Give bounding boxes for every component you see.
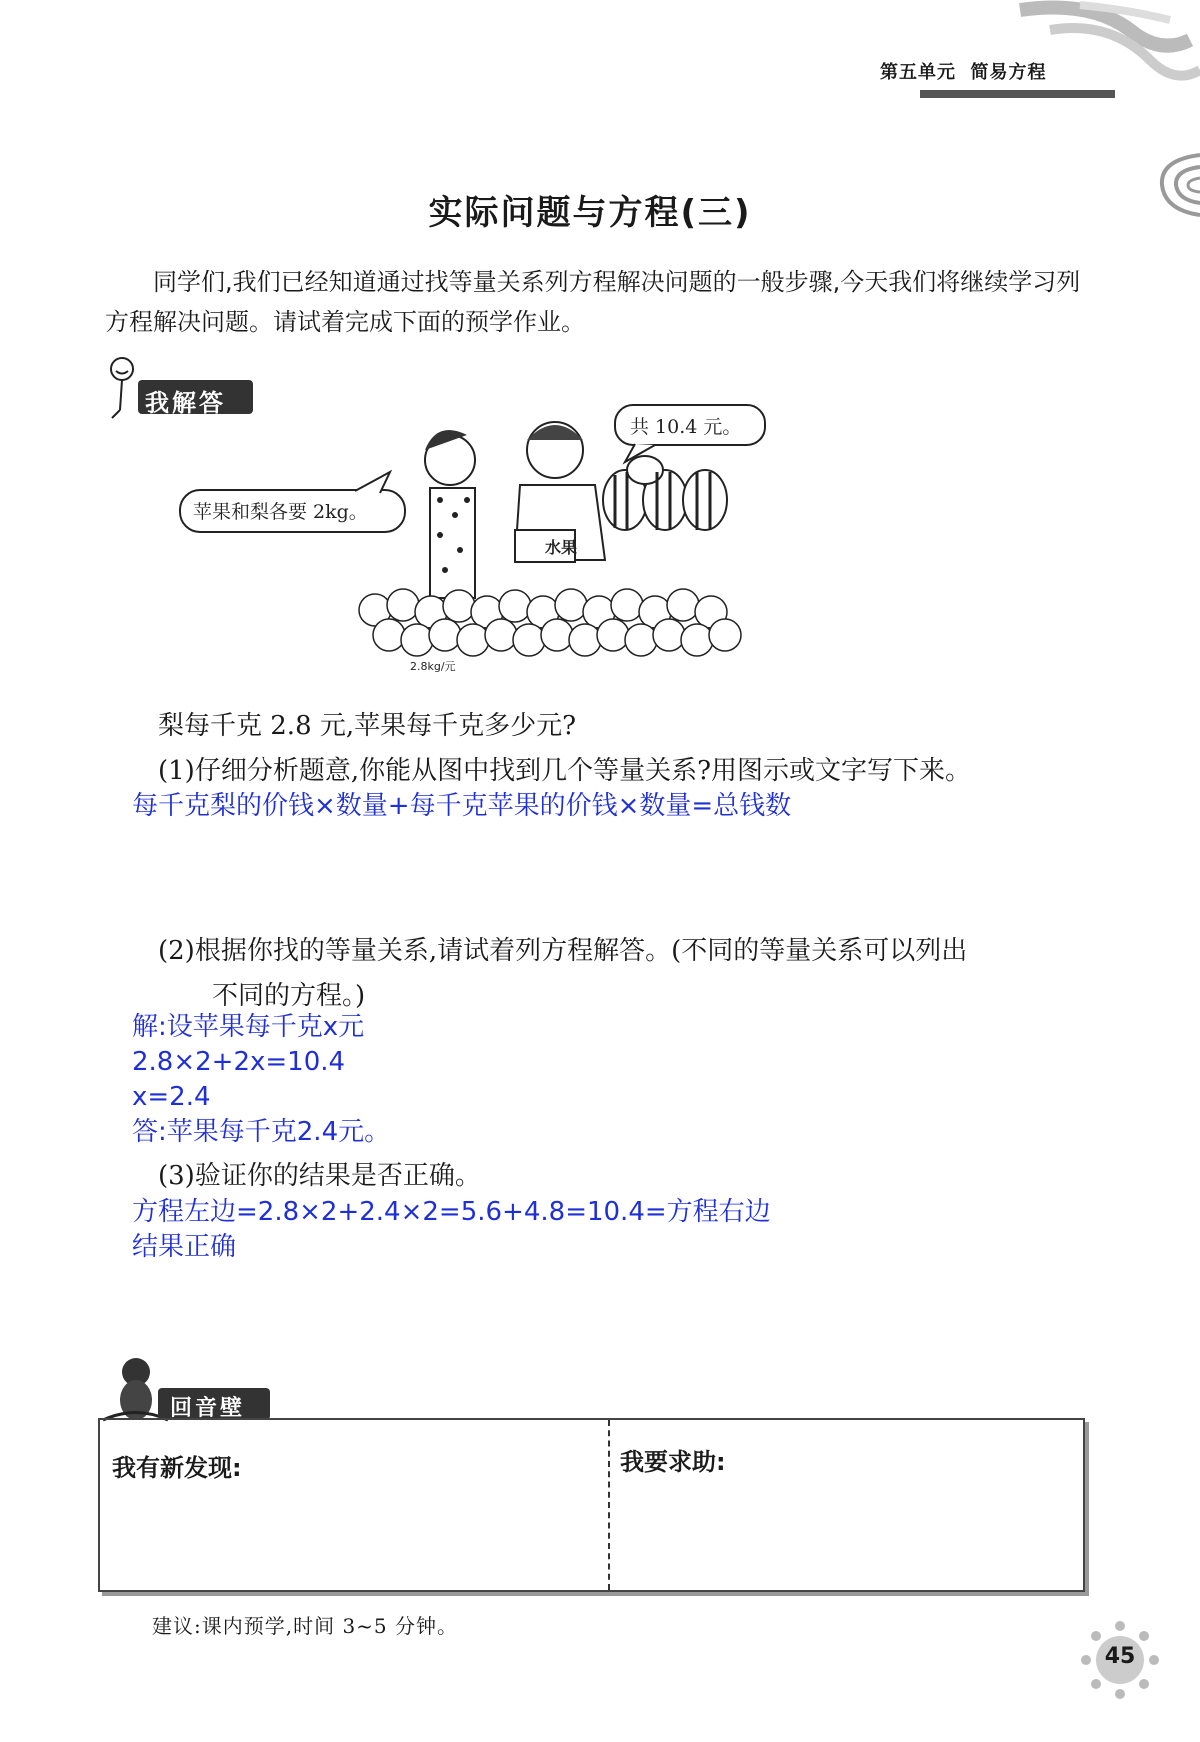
suggestion-note: 建议:课内预学,时间 3~5 分钟。 bbox=[152, 1614, 459, 1638]
ask-for-help-label: 我要求助: bbox=[620, 1448, 726, 1476]
answer-2 bbox=[132, 1010, 390, 1150]
page-number: 45 bbox=[1104, 1644, 1136, 1669]
question-1: (1)仔细分析题意,你能从图中找到几个等量关系?用图示或文字写下来。 bbox=[158, 756, 972, 786]
intro-paragraph: 同学们,我们已经知道通过找等量关系列方程解决问题的一般步骤,今天我们将继续学习列方程解决问题。请试着完成下面的预学作业。 bbox=[105, 268, 1081, 336]
page-title: 实际问题与方程(三) bbox=[428, 193, 752, 233]
market-illustration bbox=[175, 400, 795, 675]
answer-3-line: 结果正确 bbox=[132, 1232, 237, 1262]
echo-wall-box bbox=[98, 1418, 1085, 1592]
header-unit-title: 第五单元 简易方程 bbox=[880, 62, 1047, 83]
question-2-continued: 不同的方程。) bbox=[212, 981, 366, 1011]
answer-2-line: 解:设苹果每千克x元 bbox=[132, 1012, 365, 1042]
girl-speech-bubble: 苹果和梨各要 2kg。 bbox=[193, 501, 368, 523]
header-bar bbox=[920, 90, 1115, 98]
illustration-price-tag: 2.8kg/元 bbox=[410, 660, 456, 673]
section-badge-label: 我解答 bbox=[145, 389, 226, 417]
illustration-sign: 水果 bbox=[545, 538, 578, 557]
answer-1: 每千克梨的价钱×数量+每千克苹果的价钱×数量=总钱数 bbox=[132, 791, 792, 821]
question-2: (2)根据你找的等量关系,请试着列方程解答。(不同的等量关系可以列出 bbox=[158, 936, 968, 966]
echo-wall-label: 回音壁 bbox=[170, 1396, 246, 1421]
new-discovery-label: 我有新发现: bbox=[112, 1454, 242, 1482]
answer-3-line: 方程左边=2.8×2+2.4×2=5.6+4.8=10.4=方程右边 bbox=[132, 1197, 771, 1227]
answer-3 bbox=[132, 1195, 771, 1265]
answer-2-line: 答:苹果每千克2.4元。 bbox=[132, 1117, 391, 1147]
box-divider bbox=[608, 1420, 610, 1590]
question-3: (3)验证你的结果是否正确。 bbox=[158, 1161, 481, 1191]
vendor-speech-bubble: 共 10.4 元。 bbox=[630, 416, 742, 438]
answer-2-line: 2.8×2+2x=10.4 bbox=[132, 1047, 346, 1077]
page-number-badge bbox=[1080, 1620, 1160, 1700]
main-question: 梨每千克 2.8 元,苹果每千克多少元? bbox=[158, 711, 577, 741]
answer-2-line: x=2.4 bbox=[132, 1082, 211, 1112]
